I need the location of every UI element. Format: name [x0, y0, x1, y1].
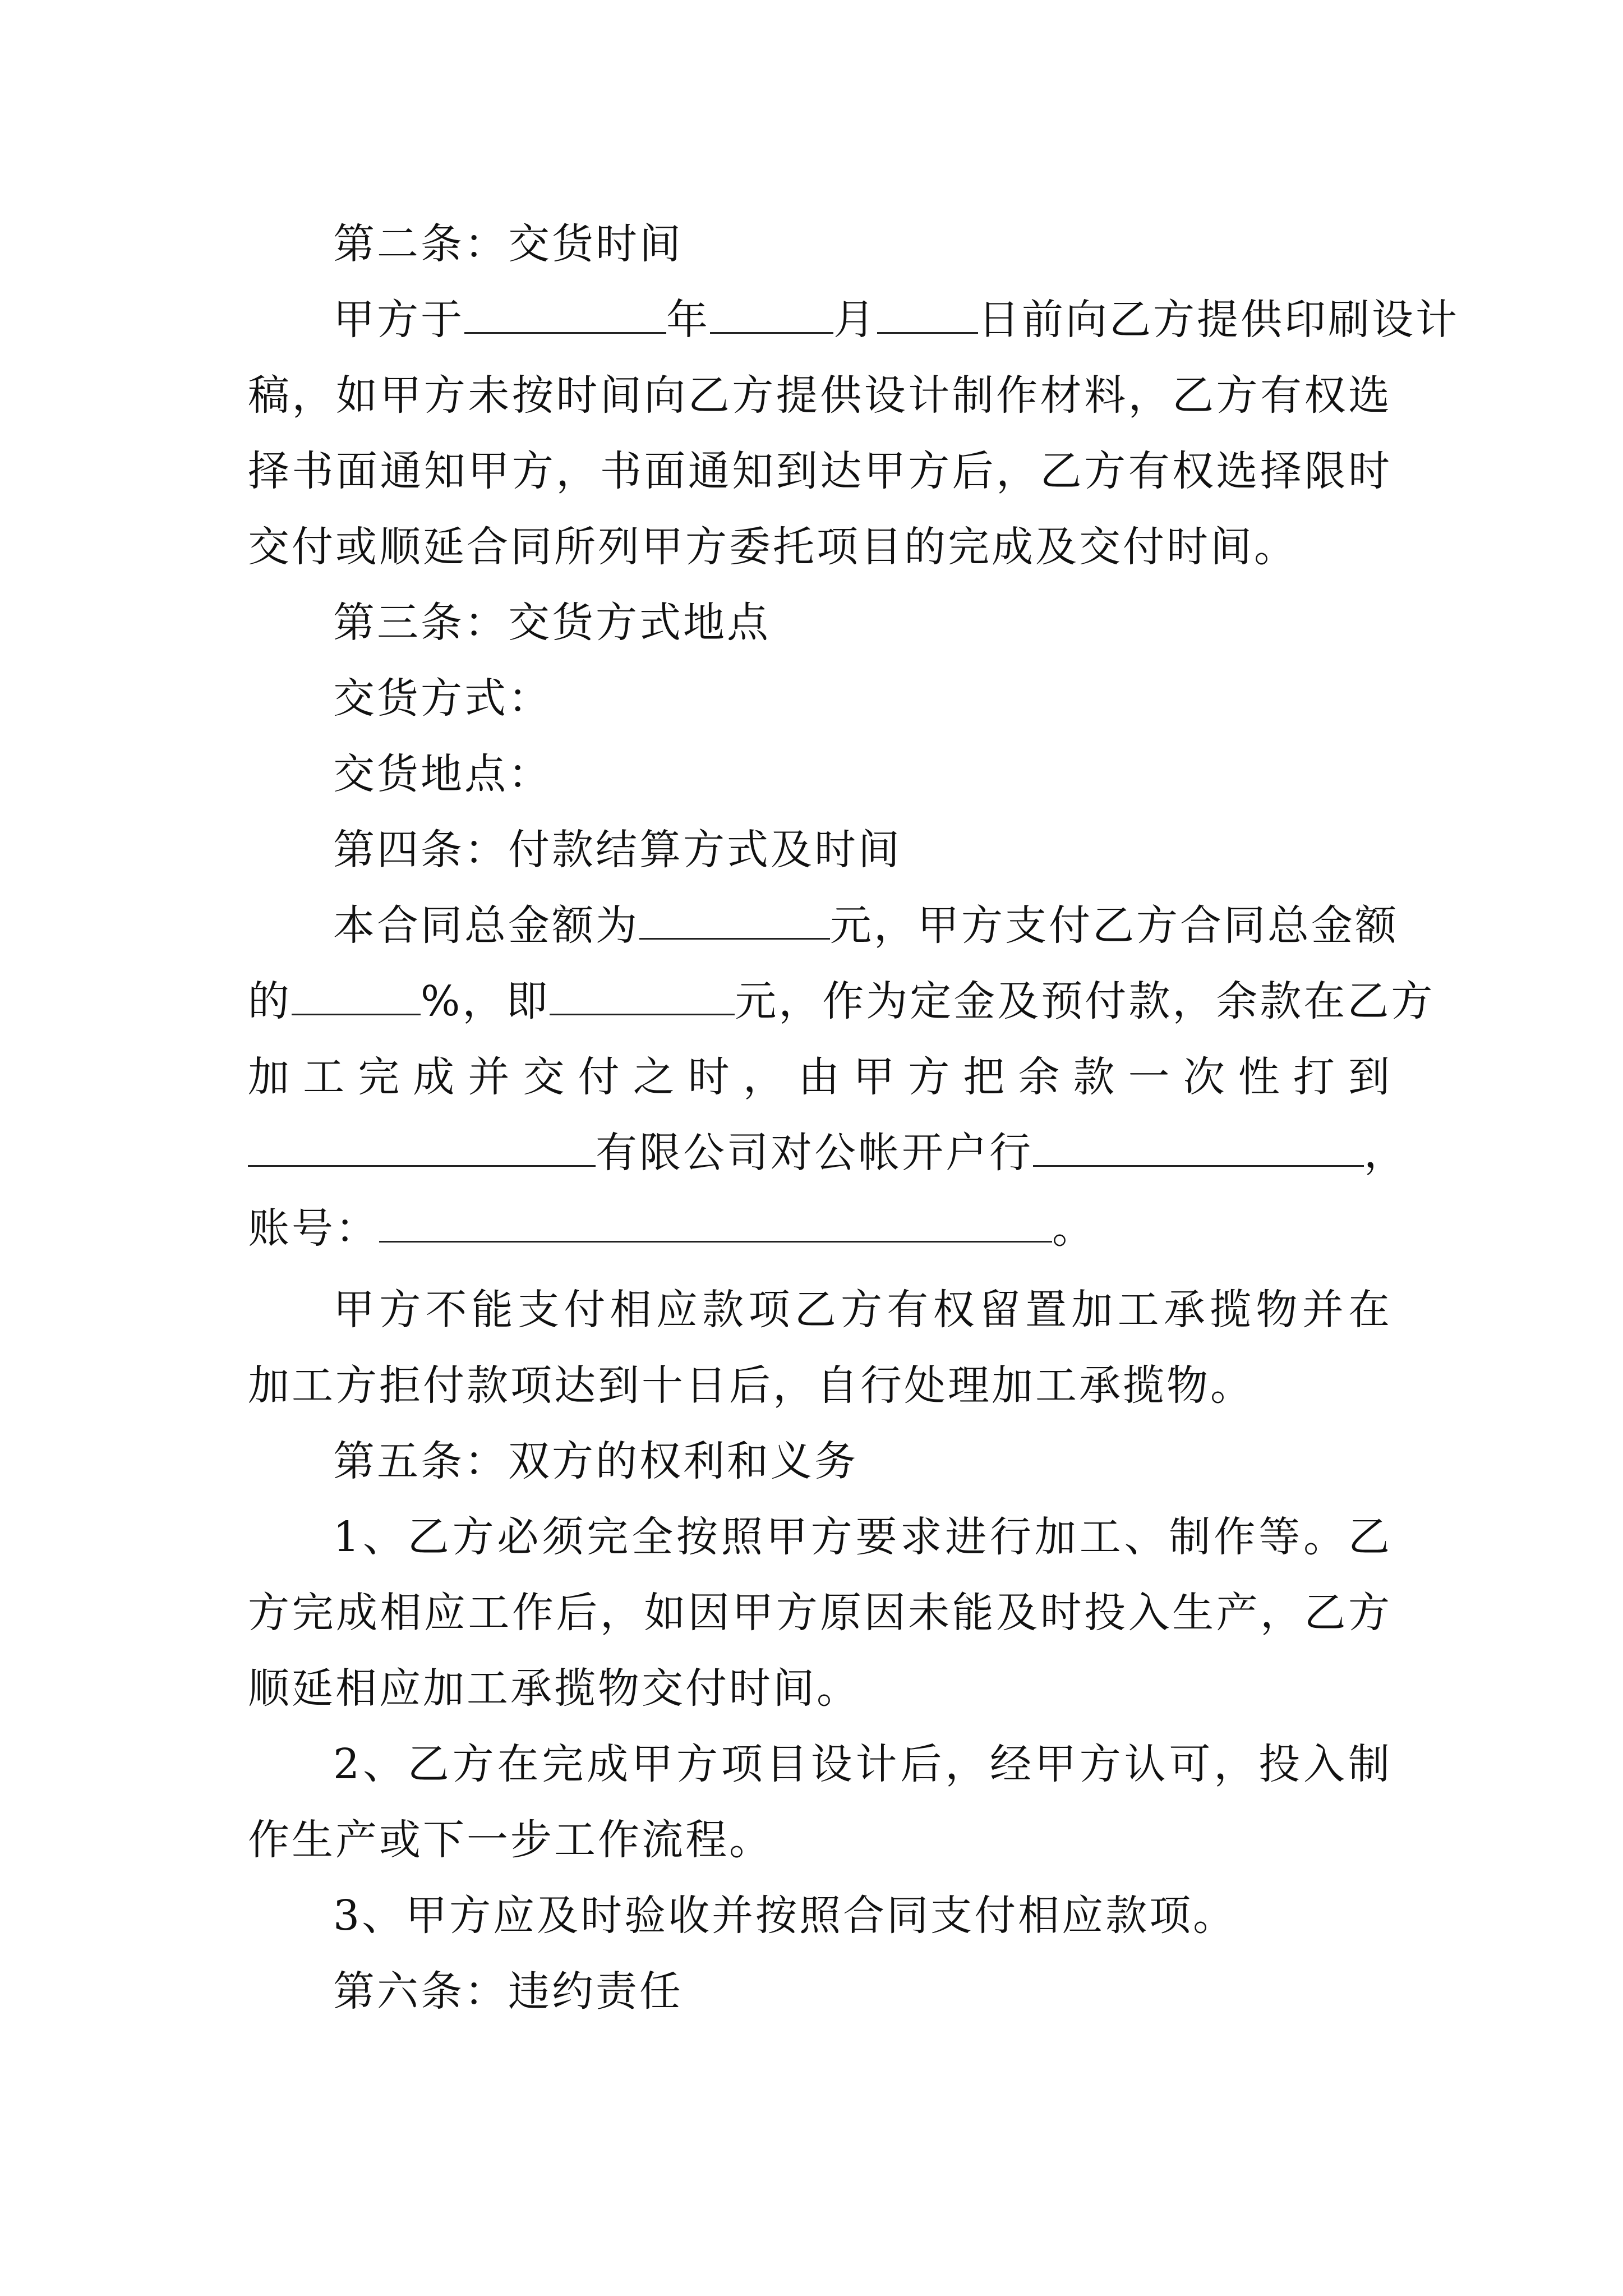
article5-item2-line2: 作生产或下一步工作流程。: [248, 1816, 773, 1864]
article2-para-line2: 稿，如甲方未按时间向乙方提供设计制作材料，乙方有权选: [248, 371, 1392, 420]
article4-para-line2: 的 %，即 元，作为定金及预付款，余款在乙方: [248, 977, 1435, 1025]
article5-heading: 第五条：双方的权利和义务: [333, 1437, 858, 1485]
article4-para2-line1: 甲方不能支付相应款项乙方有权留置加工承揽物并在: [333, 1286, 1392, 1334]
day-blank: [877, 295, 978, 334]
article2-para-line1: 甲方于 年 月 日前向乙方提供印刷设计: [333, 296, 1459, 344]
article5-item1-line2: 方完成相应工作后，如因甲方原因未能及时投入生产，乙方: [248, 1589, 1392, 1637]
article5-item1-line1: 1、乙方必须完全按照甲方要求进行加工、制作等。乙: [333, 1513, 1392, 1561]
article4-para-line4: 有限公司对公帐开户行 ，: [248, 1122, 1392, 1184]
article2-para-line3: 择书面通知甲方，书面通知到达甲方后，乙方有权选择限时: [248, 447, 1392, 495]
delivery-location-label: 交货地点：: [333, 750, 552, 798]
company-name-blank: [248, 1128, 596, 1167]
total-amount-blank: [639, 901, 830, 940]
article5-item2-line1: 2、乙方在完成甲方项目设计后，经甲方认可，投入制: [333, 1740, 1392, 1788]
article4-para-line1: 本合同总金额为 元，甲方支付乙方合同总金额: [333, 901, 1399, 950]
article6-heading: 第六条：违约责任: [333, 1967, 683, 2016]
article2-heading: 第二条：交货时间: [333, 220, 683, 268]
article2-para-line4: 交付或顺延合同所列甲方委托项目的完成及交付时间。: [248, 523, 1298, 571]
deposit-amount-blank: [550, 977, 735, 1015]
percent-blank: [292, 977, 421, 1015]
article4-heading: 第四条：付款结算方式及时间: [333, 826, 902, 874]
article4-para-line3: 加工完成并交付之时，由甲方把余款一次性打到: [248, 1053, 1392, 1101]
year-blank: [464, 295, 666, 334]
article3-heading: 第三条：交货方式地点: [333, 599, 771, 647]
article4-para2-line2: 加工方拒付款项达到十日后，自行处理加工承揽物。: [248, 1361, 1254, 1410]
article5-item3-line1: 3、甲方应及时验收并按照合同支付相应款项。: [333, 1892, 1237, 1940]
delivery-method-label: 交货方式：: [333, 674, 552, 723]
article5-item1-line3: 顺延相应加工承揽物交付时间。: [248, 1664, 860, 1713]
article4-para-line5: 账号： 。: [248, 1204, 1096, 1253]
bank-blank: [1033, 1128, 1364, 1167]
account-number-blank: [379, 1204, 1052, 1243]
month-blank: [710, 295, 833, 334]
